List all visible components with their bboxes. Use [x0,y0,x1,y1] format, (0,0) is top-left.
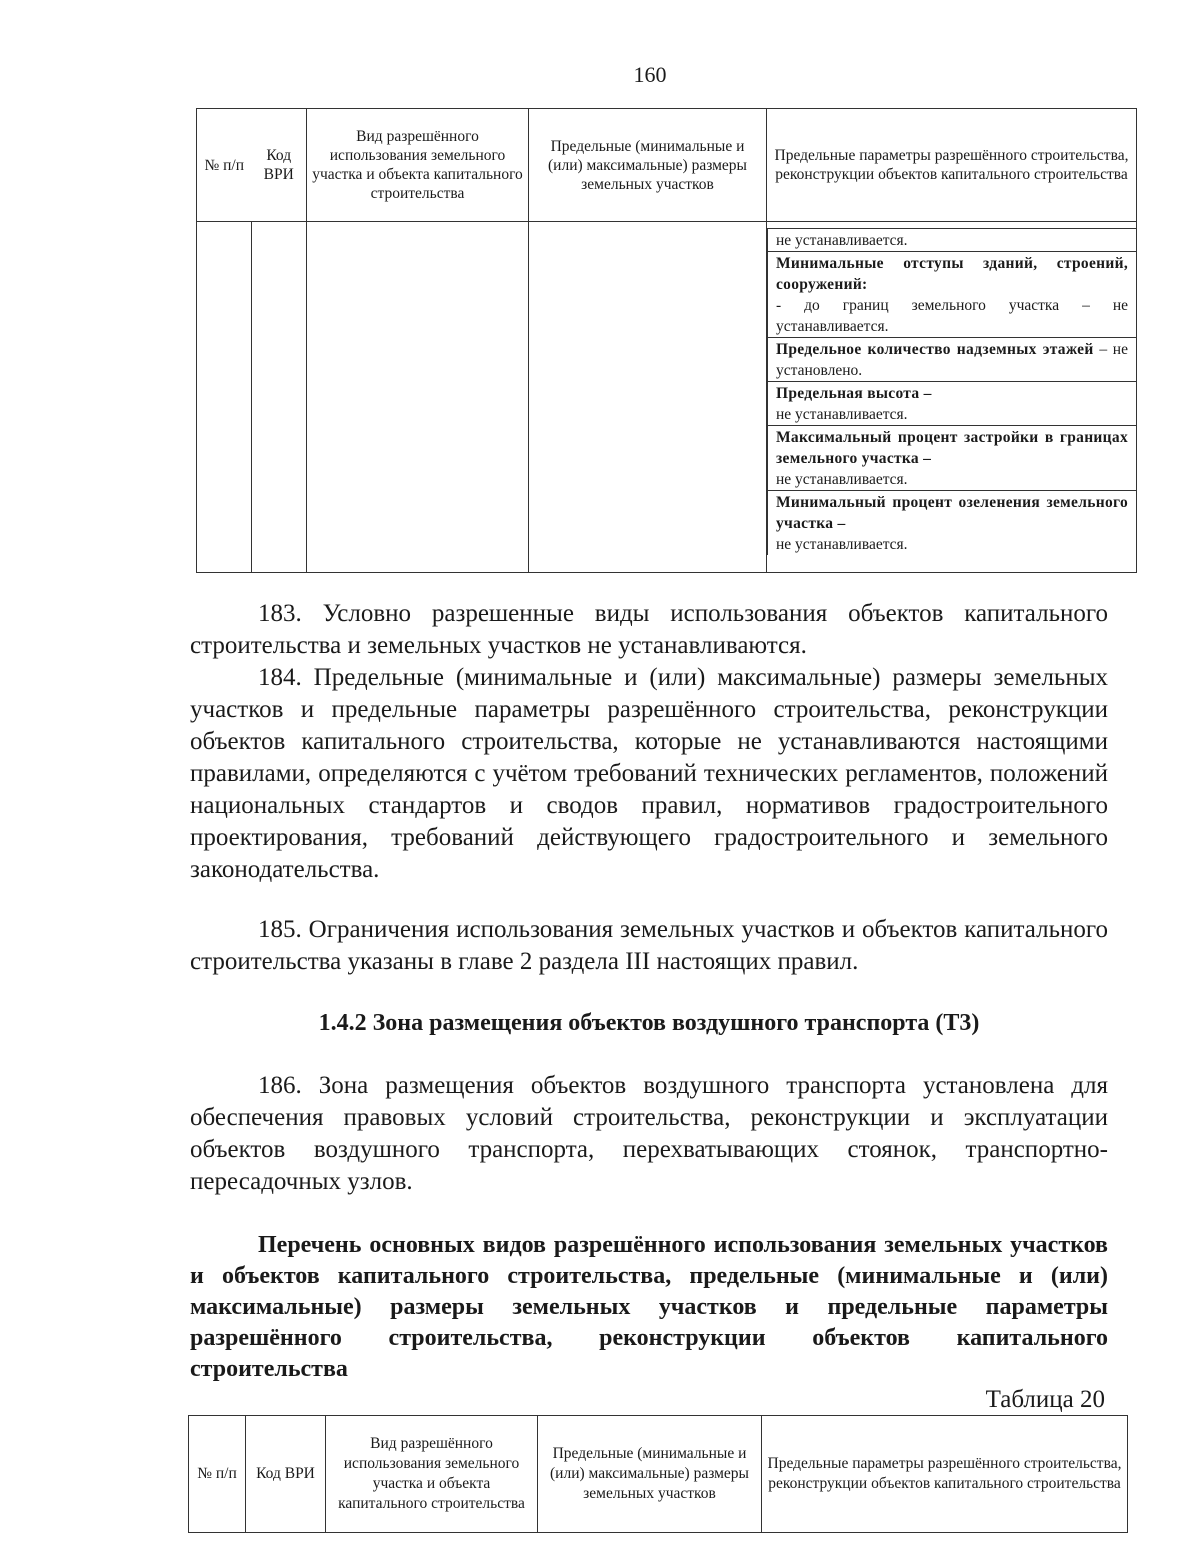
table-header-row [189,1416,1128,1533]
header-num: № п/п [197,109,252,222]
cell-use [307,222,529,573]
list-title: Перечень основных видов разрешённого использования земельных участков и объектов капитального строительства, предельные (минимальные и (или) максимальные) размеры земельных участков и предельные параметры разрешённого строительства, реконструкции объектов капитального строительства [190,1232,1108,1382]
header-use: Вид разрешённого использования земельного участка и объекта капитального строительства [326,1416,538,1533]
paragraph-184: 184. Предельные (минимальные и (или) максимальные) размеры земельных участков и предельные параметры разрешённого строительства, реконструкции объектов капитального строительства, которые не устанавливаются настоящими правилами, определяются с учётом требований технических регламентов, положений национальных стандартов и сводов правил, нормативов градостроительного проектирования, требований действующего градостроительного и земельного законодательства. [190,664,1108,883]
section-heading: 1.4.2 Зона размещения объектов воздушного транспорта (Т3) [318,1010,980,1036]
page-number: 160 [633,62,667,87]
param-item: Минимальный процент озеленения земельного участка – не устанавливается. [767,491,1136,555]
cell-num [197,222,252,573]
cell-sizes [529,222,767,573]
cell-code [252,222,307,573]
table-label: Таблица 20 [985,1386,1105,1413]
header-params: Предельные параметры разрешённого строительства, реконструкции объектов капитального строительства [767,109,1137,222]
param-item: Предельное количество надземных этажей – не установлено. [767,338,1136,382]
header-sizes: Предельные (минимальные и (или) максимальные) размеры земельных участков [538,1416,762,1533]
param-item: Минимальные отступы зданий, строений, сооружений: - до границ земельного участка – не устанавливается. [767,252,1136,338]
param-item: Максимальный процент застройки в границах земельного участка – не устанавливается. [767,426,1136,491]
cell-params [767,222,1137,573]
paragraph-183: 183. Условно разрешенные виды использования объектов капитального строительства и земельных участков не устанавливаются. [190,600,1108,659]
table-20 [188,1415,1128,1533]
paragraph-186: 186. Зона размещения объектов воздушного транспорта установлена для обеспечения правовых условий строительства, реконструкции и эксплуатации объектов воздушного транспорта, перехватывающих стоянок, транспортно-пересадочных узлов. [190,1072,1108,1195]
table-header-row [197,109,1137,222]
header-code: Код ВРИ [252,109,307,222]
header-code: Код ВРИ [246,1416,326,1533]
header-sizes: Предельные (минимальные и (или) максимальные) размеры земельных участков [529,109,767,222]
header-use: Вид разрешённого использования земельного участка и объекта капитального строительства [307,109,529,222]
header-params: Предельные параметры разрешённого строительства, реконструкции объектов капитального строительства [762,1416,1128,1533]
continued-table [196,108,1137,573]
param-item: не устанавливается. [767,228,1136,252]
param-item: Предельная высота – не устанавливается. [767,382,1136,426]
paragraph-185: 185. Ограничения использования земельных участков и объектов капитального строительства указаны в главе 2 раздела III настоящих правил. [190,916,1108,975]
table-row [197,222,1137,573]
header-num: № п/п [189,1416,246,1533]
